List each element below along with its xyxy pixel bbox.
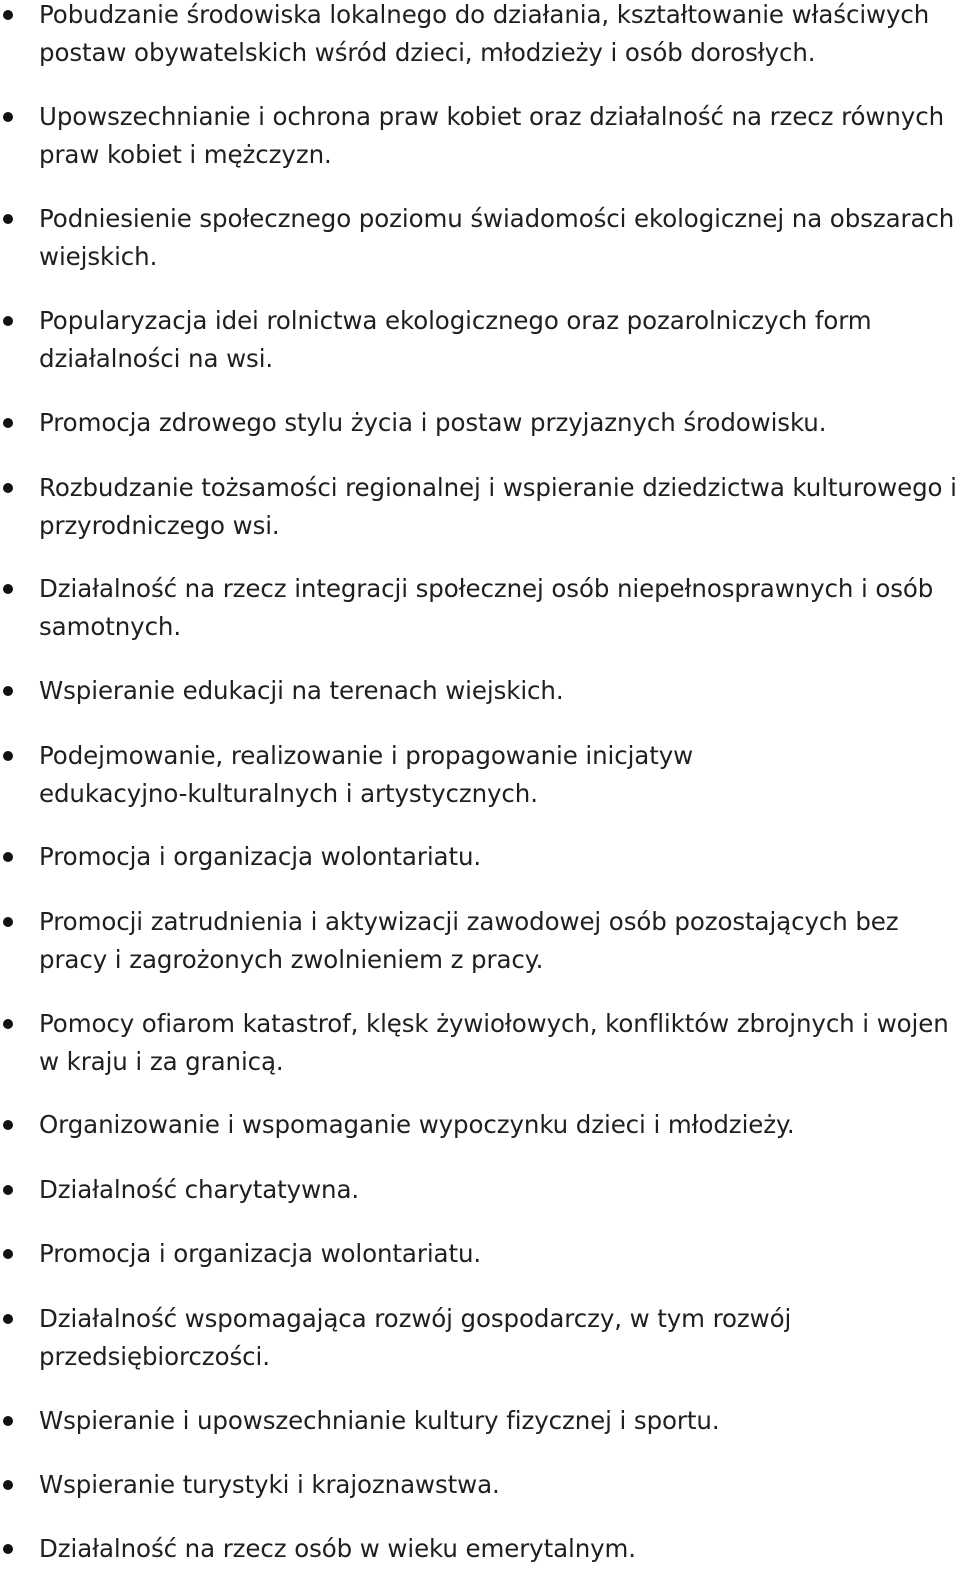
list-item-text: Organizowanie i wspomaganie wypoczynku dzieci i młodzieży.	[39, 1110, 795, 1139]
list-item-text: Promocja zdrowego stylu życia i postaw przyjaznych środowisku.	[39, 408, 827, 437]
bullet-icon	[3, 1480, 13, 1490]
list-item-text: Promocja i organizacja wolontariatu.	[39, 1239, 482, 1268]
list-item-text: Działalność na rzecz osób w wieku emerytalnym.	[39, 1534, 636, 1563]
bullet-icon	[3, 1249, 13, 1259]
bullet-icon	[3, 1185, 13, 1195]
list-item-text: Rozbudzanie tożsamości regionalnej i wspieranie dziedzictwa kulturowego i przyrodniczego wsi.	[39, 473, 957, 540]
bullet-icon	[3, 1314, 13, 1324]
bullet-icon	[3, 1019, 13, 1029]
list-item-text: Działalność na rzecz integracji społecznej osób niepełnosprawnych i osób samotnych.	[39, 574, 934, 641]
list-item-text: Działalność charytatywna.	[39, 1175, 360, 1204]
bullet-icon	[3, 1120, 13, 1130]
bullet-icon	[3, 751, 13, 761]
list-item-text: Wspieranie edukacji na terenach wiejskich.	[39, 676, 564, 705]
bullet-icon	[3, 483, 13, 493]
bullet-icon	[3, 10, 13, 20]
bullet-icon	[3, 1544, 13, 1554]
list-item-text: Promocji zatrudnienia i aktywizacji zawodowej osób pozostających bez pracy i zagrożonych zwolnieniem z pracy.	[39, 907, 899, 974]
bullet-icon	[3, 686, 13, 696]
bullet-icon	[3, 214, 13, 224]
list-item-text: Wspieranie i upowszechnianie kultury fizycznej i sportu.	[39, 1406, 720, 1435]
list-item-text: Pobudzanie środowiska lokalnego do działania, kształtowanie właściwych postaw obywatelskich wśród dzieci, młodzieży i osób dorosłych.	[39, 0, 930, 67]
list-item-text: Upowszechnianie i ochrona praw kobiet oraz działalność na rzecz równych praw kobiet i mężczyzn.	[39, 102, 944, 169]
bullet-icon	[3, 316, 13, 326]
bullet-icon	[3, 584, 13, 594]
list-item-text: Podejmowanie, realizowanie i propagowanie inicjatyw edukacyjno-kulturalnych i artystycznych.	[39, 741, 694, 808]
list-item-text: Działalność wspomagająca rozwój gospodarczy, w tym rozwój przedsiębiorczości.	[39, 1304, 792, 1371]
list-item-text: Wspieranie turystyki i krajoznawstwa.	[39, 1470, 500, 1499]
list-item-text: Promocja i organizacja wolontariatu.	[39, 842, 482, 871]
bullet-icon	[3, 1416, 13, 1426]
list-item-text: Podniesienie społecznego poziomu świadomości ekologicznej na obszarach wiejskich.	[39, 204, 955, 271]
bullet-icon	[3, 112, 13, 122]
bullet-icon	[3, 418, 13, 428]
bullet-icon	[3, 917, 13, 927]
bullet-icon	[3, 852, 13, 862]
list-item-text: Pomocy ofiarom katastrof, klęsk żywiołowych, konfliktów zbrojnych i wojen w kraju i za granicą.	[39, 1009, 949, 1076]
list-item-text: Popularyzacja idei rolnictwa ekologicznego oraz pozarolniczych form działalności na wsi.	[39, 306, 872, 373]
